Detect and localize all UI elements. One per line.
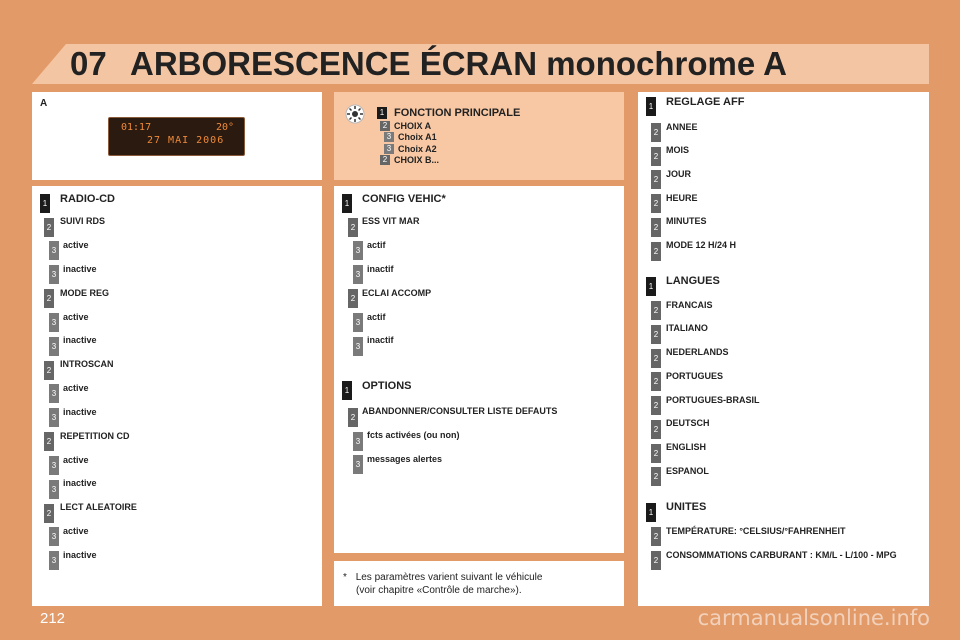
menu-item: inactive bbox=[63, 264, 97, 274]
menu-item: inactif bbox=[367, 335, 394, 345]
menu-item: MODE REG bbox=[60, 288, 110, 298]
level-badge: 2 bbox=[348, 408, 358, 427]
level-badge: 2 bbox=[44, 361, 54, 380]
legend-title: FONCTION PRINCIPALE bbox=[394, 107, 521, 119]
reglage-title: REGLAGE AFF bbox=[666, 96, 745, 108]
menu-item: fcts activées (ou non) bbox=[367, 430, 460, 440]
level-badge: 3 bbox=[49, 551, 59, 570]
level-badge: 1 bbox=[40, 194, 50, 213]
chapter-number: 07 bbox=[70, 45, 107, 82]
menu-item: NEDERLANDS bbox=[666, 347, 729, 357]
menu-item: actif bbox=[367, 312, 386, 322]
page-title: ARBORESCENCE ÉCRAN monochrome A bbox=[130, 45, 788, 82]
menu-item: inactive bbox=[63, 550, 97, 560]
level-badge: 3 bbox=[384, 132, 394, 142]
footnote-line1: Les paramètres varient suivant le véhicule bbox=[355, 572, 543, 583]
menu-item: FRANCAIS bbox=[666, 300, 713, 310]
level-badge: 2 bbox=[651, 242, 661, 261]
level-badge: 2 bbox=[44, 289, 54, 308]
footnote-star: * bbox=[343, 572, 347, 583]
level-badge: 3 bbox=[49, 241, 59, 260]
menu-item: messages alertes bbox=[367, 454, 443, 464]
level-badge: 2 bbox=[651, 396, 661, 415]
footnote-line2: (voir chapitre «Contrôle de marche»). bbox=[356, 585, 522, 596]
menu-item: inactive bbox=[63, 478, 97, 488]
menu-item: HEURE bbox=[666, 193, 698, 203]
level-badge: 2 bbox=[651, 444, 661, 463]
level-badge: 1 bbox=[342, 194, 352, 213]
menu-item: active bbox=[63, 240, 89, 250]
level-badge: 2 bbox=[651, 147, 661, 166]
level-badge: 2 bbox=[44, 432, 54, 451]
level-badge: 2 bbox=[651, 551, 661, 570]
display-date: 27 MAI 2006 bbox=[147, 135, 225, 146]
menu-item: active bbox=[63, 526, 89, 536]
panel-legend bbox=[334, 92, 624, 180]
menu-item: MINUTES bbox=[666, 216, 707, 226]
level-badge: 2 bbox=[651, 194, 661, 213]
menu-item: DEUTSCH bbox=[666, 418, 710, 428]
label-a: A bbox=[40, 98, 48, 109]
menu-item: PORTUGUES-BRASIL bbox=[666, 395, 760, 405]
level-badge: 1 bbox=[646, 503, 656, 522]
menu-item: active bbox=[63, 455, 89, 465]
level-badge: 2 bbox=[651, 349, 661, 368]
menu-item: SUIVI RDS bbox=[60, 216, 106, 226]
menu-item: MOIS bbox=[666, 145, 690, 155]
level-badge: 2 bbox=[44, 218, 54, 237]
menu-item: actif bbox=[367, 240, 386, 250]
menu-item: CONSOMMATIONS CARBURANT : KM/L - L/100 - MPG bbox=[666, 550, 897, 560]
level-badge: 2 bbox=[44, 504, 54, 523]
level-badge: 3 bbox=[49, 456, 59, 475]
legend-item: Choix A2 bbox=[398, 144, 437, 154]
level-badge: 2 bbox=[651, 170, 661, 189]
menu-item: ESS VIT MAR bbox=[362, 216, 420, 226]
menu-item: active bbox=[63, 312, 89, 322]
legend-item: CHOIX A bbox=[394, 121, 432, 131]
level-badge: 2 bbox=[651, 301, 661, 320]
legend-item: Choix A1 bbox=[398, 132, 437, 142]
menu-item: active bbox=[63, 383, 89, 393]
menu-item: INTROSCAN bbox=[60, 359, 114, 369]
legend-item: CHOIX B... bbox=[394, 155, 440, 165]
display-temp: 20° bbox=[215, 122, 234, 133]
level-badge: 3 bbox=[353, 337, 363, 356]
level-badge: 3 bbox=[353, 241, 363, 260]
page-number: 212 bbox=[40, 610, 66, 627]
level-badge: 3 bbox=[384, 144, 394, 154]
level-badge: 2 bbox=[651, 325, 661, 344]
level-badge: 2 bbox=[651, 467, 661, 486]
level-badge: 2 bbox=[651, 123, 661, 142]
level-badge: 2 bbox=[348, 289, 358, 308]
level-badge: 3 bbox=[49, 527, 59, 546]
level-badge: 2 bbox=[348, 218, 358, 237]
config-title: CONFIG VEHIC* bbox=[362, 193, 446, 205]
level-badge: 3 bbox=[353, 313, 363, 332]
menu-item: ITALIANO bbox=[666, 323, 708, 333]
menu-item: PORTUGUES bbox=[666, 371, 724, 381]
level-badge: 3 bbox=[49, 337, 59, 356]
menu-item: inactive bbox=[63, 407, 97, 417]
menu-item: ECLAI ACCOMP bbox=[362, 288, 432, 298]
level-badge: 2 bbox=[651, 372, 661, 391]
level-badge: 3 bbox=[353, 265, 363, 284]
menu-item: REPETITION CD bbox=[60, 431, 130, 441]
menu-item: MODE 12 H/24 H bbox=[666, 240, 737, 250]
level-badge: 3 bbox=[353, 432, 363, 451]
footnote bbox=[343, 571, 542, 597]
level-badge: 2 bbox=[380, 121, 390, 131]
unites-title: UNITES bbox=[666, 501, 707, 513]
level-badge: 3 bbox=[49, 384, 59, 403]
level-badge: 1 bbox=[646, 97, 656, 116]
menu-item: ENGLISH bbox=[666, 442, 707, 452]
level-badge: 2 bbox=[651, 527, 661, 546]
level-badge: 2 bbox=[651, 420, 661, 439]
level-badge: 3 bbox=[49, 265, 59, 284]
menu-item: LECT ALEATOIRE bbox=[60, 502, 137, 512]
level-badge: 1 bbox=[342, 381, 352, 400]
level-badge: 1 bbox=[377, 107, 387, 119]
display-time: 01:17 bbox=[121, 122, 152, 133]
radio-title: RADIO-CD bbox=[60, 193, 115, 205]
menu-item: ABANDONNER/CONSULTER LISTE DEFAUTS bbox=[362, 406, 558, 416]
menu-item: ANNEE bbox=[666, 122, 698, 132]
menu-item: inactive bbox=[63, 335, 97, 345]
menu-item: JOUR bbox=[666, 169, 692, 179]
menu-item: TEMPÉRATURE: °CELSIUS/°FAHRENHEIT bbox=[666, 526, 846, 536]
settings-icon bbox=[344, 103, 366, 125]
level-badge: 2 bbox=[380, 155, 390, 165]
level-badge: 1 bbox=[646, 277, 656, 296]
menu-item: inactif bbox=[367, 264, 394, 274]
monochrome-display bbox=[108, 117, 245, 156]
langues-title: LANGUES bbox=[666, 275, 720, 287]
level-badge: 3 bbox=[49, 408, 59, 427]
options-title: OPTIONS bbox=[362, 380, 412, 392]
menu-item: ESPANOL bbox=[666, 466, 709, 476]
level-badge: 2 bbox=[651, 218, 661, 237]
level-badge: 3 bbox=[49, 480, 59, 499]
level-badge: 3 bbox=[353, 455, 363, 474]
level-badge: 3 bbox=[49, 313, 59, 332]
watermark: carmanualsonline.info bbox=[697, 606, 930, 630]
